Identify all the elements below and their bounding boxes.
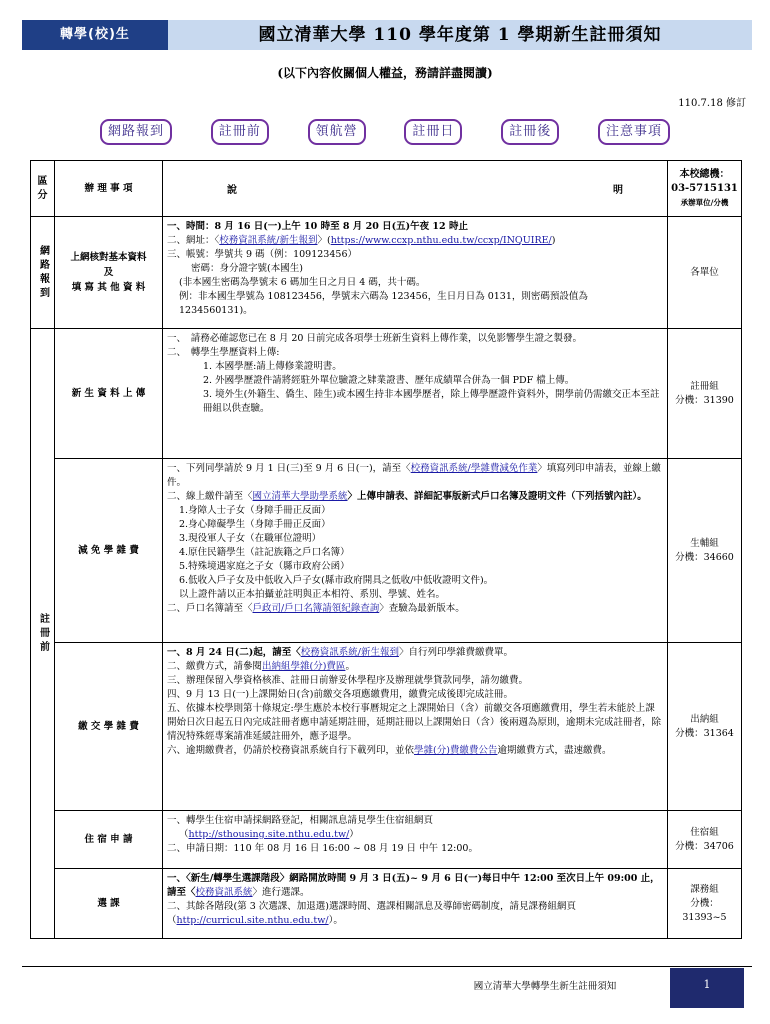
- registration-table: [30, 160, 742, 939]
- desc-housing-application: 一、轉學生住宿申請採網路登記，相關訊息請見學生住宿組網頁 （http://sthousing.site.nthu.edu.tw/） 二、申請日期：110 年 08 月 16 日 16:00 ~ 08 月 19 日 中午 12:00。: [163, 811, 668, 869]
- table-row: [31, 643, 742, 811]
- footer-divider: [22, 966, 752, 967]
- desc-course-selection: 一、〈新生/轉學生選課階段〉網路開放時間 9 月 3 日(五)~ 9 月 6 日(一)每日中午 12:00 至次日上午 09:00 止，請至〈校務資訊系統〉進行選課。 二、其餘各階段(第 3 次選課、加退選)選課時間、選課相關訊息及導師密碼制度，請見課務組網頁（http://curricul.site.nthu.edu.tw/）。: [163, 869, 668, 939]
- nav-before-registration-button[interactable]: 註冊前: [211, 119, 269, 145]
- student-type-tag: 轉學(校)生: [22, 20, 168, 50]
- footer-title: 國立清華大學轉學生新生註冊須知: [473, 981, 617, 992]
- item-course-selection: 選 課: [55, 869, 163, 939]
- item-verify-basic-data: 上網核對基本資料 及 填 寫 其 他 資 料: [55, 217, 163, 329]
- page-subtitle: (以下內容攸關個人權益，務請詳盡閱讀): [277, 66, 493, 80]
- table-row: [31, 329, 742, 459]
- nav-orientation-camp-button[interactable]: 領航營: [308, 119, 366, 145]
- ext-cashier-office: 出納組 分機：31364: [668, 643, 742, 811]
- section-nav: [100, 119, 670, 145]
- link-tuition-payment-notice[interactable]: 學雜(分)費繳費公告: [414, 745, 498, 756]
- item-pay-tuition: 繳 交 學 雜 費: [55, 643, 163, 811]
- page-number: 1: [670, 968, 744, 1008]
- nav-online-checkin-button[interactable]: 網路報到: [100, 119, 172, 145]
- ext-housing-office: 住宿組 分機：34706: [668, 811, 742, 869]
- item-tuition-waiver: 減 免 學 雜 費: [55, 459, 163, 643]
- link-financial-aid-system[interactable]: 國立清華大學助學系統: [252, 491, 348, 502]
- ext-curriculum-office: 課務組 分機： 31393~5: [668, 869, 742, 939]
- revised-date: 110.7.18 修訂: [678, 98, 746, 109]
- table-header-row: [31, 161, 742, 217]
- nav-registration-day-button[interactable]: 註冊日: [404, 119, 462, 145]
- ext-student-affairs: 生輔組 分機：34660: [668, 459, 742, 643]
- link-housing-site[interactable]: http://sthousing.site.nthu.edu.tw/: [188, 829, 350, 840]
- table-row: [31, 217, 742, 329]
- description-header: 說 明: [163, 161, 668, 217]
- table-row: [31, 869, 742, 939]
- extension-header: 本校總機： 03-5715131 承辦單位/分機: [668, 161, 742, 217]
- item-housing-application: 住 宿 申 請: [55, 811, 163, 869]
- nav-after-registration-button[interactable]: 註冊後: [501, 119, 559, 145]
- link-ccxp-url[interactable]: https://www.ccxp.nthu.edu.tw/ccxp/INQUIRE/: [330, 235, 552, 246]
- table-row: [31, 459, 742, 643]
- table-row: [31, 811, 742, 869]
- link-course-system[interactable]: 校務資訊系統: [195, 887, 253, 898]
- link-cashier-tuition-area[interactable]: 出納組學雜(分)費區: [262, 661, 346, 672]
- section-before-registration: 註冊前: [31, 329, 55, 939]
- desc-pay-tuition: 一、8 月 24 日(二)起，請至〈校務資訊系統/新生報到〉自行列印學雜費繳費單。 二、繳費方式，請參閱出納組學雜(分)費區。 三、辦理保留入學資格核准、註冊日前辦妥休學程序及辦理就學貸款同學，請勿繳費。 四、9 月 13 日(一)上課開始日(含)前繳交各項應繳費用，繳費完成後即完成註冊。 五、依據本校學則第十條規定:學生應於本校行事曆規定之上課開始日（含）前繳交各項應繳費用，學生若未能於上課開始日次日起五日內完成註冊者應申請延期註冊，延期註冊以上課開始日（含）後兩週為原則，逾期未完成註冊者，除情況特殊經專案請准延緩註冊外，應予退學。 六、逾期繳費者，仍請於校務資訊系統自行下載列印，並依學雜(分)費繳費公告逾期繳費方式，盡速繳費。: [163, 643, 668, 811]
- ext-registration-office: 註冊組 分機：31390: [668, 329, 742, 459]
- link-student-info-system[interactable]: 校務資訊系統/新生報到: [219, 235, 318, 246]
- link-tuition-waiver-system[interactable]: 校務資訊系統/學雜費減免作業: [410, 463, 538, 474]
- desc-data-upload: 一、 請務必確認您已在 8 月 20 日前完成各項學士班新生資料上傳作業，以免影響學生證之製發。 二、 轉學生學歷資料上傳: 1. 本國學歷:請上傳修業證明書。 2. 外國學歷證件請將經駐外單位驗證之肄業證書、歷年成績單合併為一個 PDF 檔上傳。 3. 境外生(外籍生、僑生、陸生)或本國生持非本國學歷者，除上傳學歷證件資料外，開學前仍需繳交正本至註冊組以供查驗。: [163, 329, 668, 459]
- ext-all-units: 各單位: [668, 217, 742, 329]
- page-title: 國立清華大學 110 學年度第 1 學期新生註冊須知: [258, 25, 662, 45]
- link-newcomer-checkin[interactable]: 校務資訊系統/新生報到: [300, 647, 399, 658]
- section-online-checkin: 網路報到: [31, 217, 55, 329]
- item-header: 辦 理 事 項: [55, 161, 163, 217]
- link-household-registration[interactable]: 戶政司/戶口名簿請領紀錄查詢: [252, 603, 380, 614]
- item-data-upload: 新 生 資 料 上 傳: [55, 329, 163, 459]
- section-header: 區分: [31, 161, 55, 217]
- link-curriculum-site[interactable]: http://curricul.site.nthu.edu.tw/: [176, 915, 329, 926]
- desc-verify-basic-data: 一、時間：8 月 16 日(一)上午 10 時至 8 月 20 日(五)午夜 12 時止 二、網址：〈校務資訊系統/新生報到〉(https://www.ccxp.nthu.edu.tw/ccxp/INQUIRE/) 三、帳號：學號共 9 碼（例：109123456） 密碼：身分證字號(本國生) (非本國生密碼為學號末 6 碼加生日之月日 4 碼，共十碼。 例：非本國生學號為 108123456，學號末六碼為 123456，生日月日為 0131，則密碼預設值為 1234560131)。: [163, 217, 668, 329]
- nav-notes-button[interactable]: 注意事項: [598, 119, 670, 145]
- desc-tuition-waiver: 一、下列同學請於 9 月 1 日(三)至 9 月 6 日(一)，請至〈校務資訊系統/學雜費減免作業〉填寫列印申請表，並線上繳件。 二、線上繳件請至〈國立清華大學助學系統〉上傳申請表、詳細記事版新式戶口名簿及證明文件（下列括號內註）。 1.身障人士子女（身障手冊正反面） 2.身心障礙學生（身障手冊正反面） 3.現役軍人子女（在職軍位證明） 4.原住民籍學生（註記族籍之戶口名簿） 5.特殊境遇家庭之子女（縣市政府公函） 6.低收入戶子女及中低收入戶子女(縣市政府開具之低收/中低收證明文件)。 以上證件請以正本拍攝並註明與正本相符、系別、學號、姓名。 二、戶口名簿請至〈戶政司/戶口名簿請領紀錄查詢〉查驗為最新版本。: [163, 459, 668, 643]
